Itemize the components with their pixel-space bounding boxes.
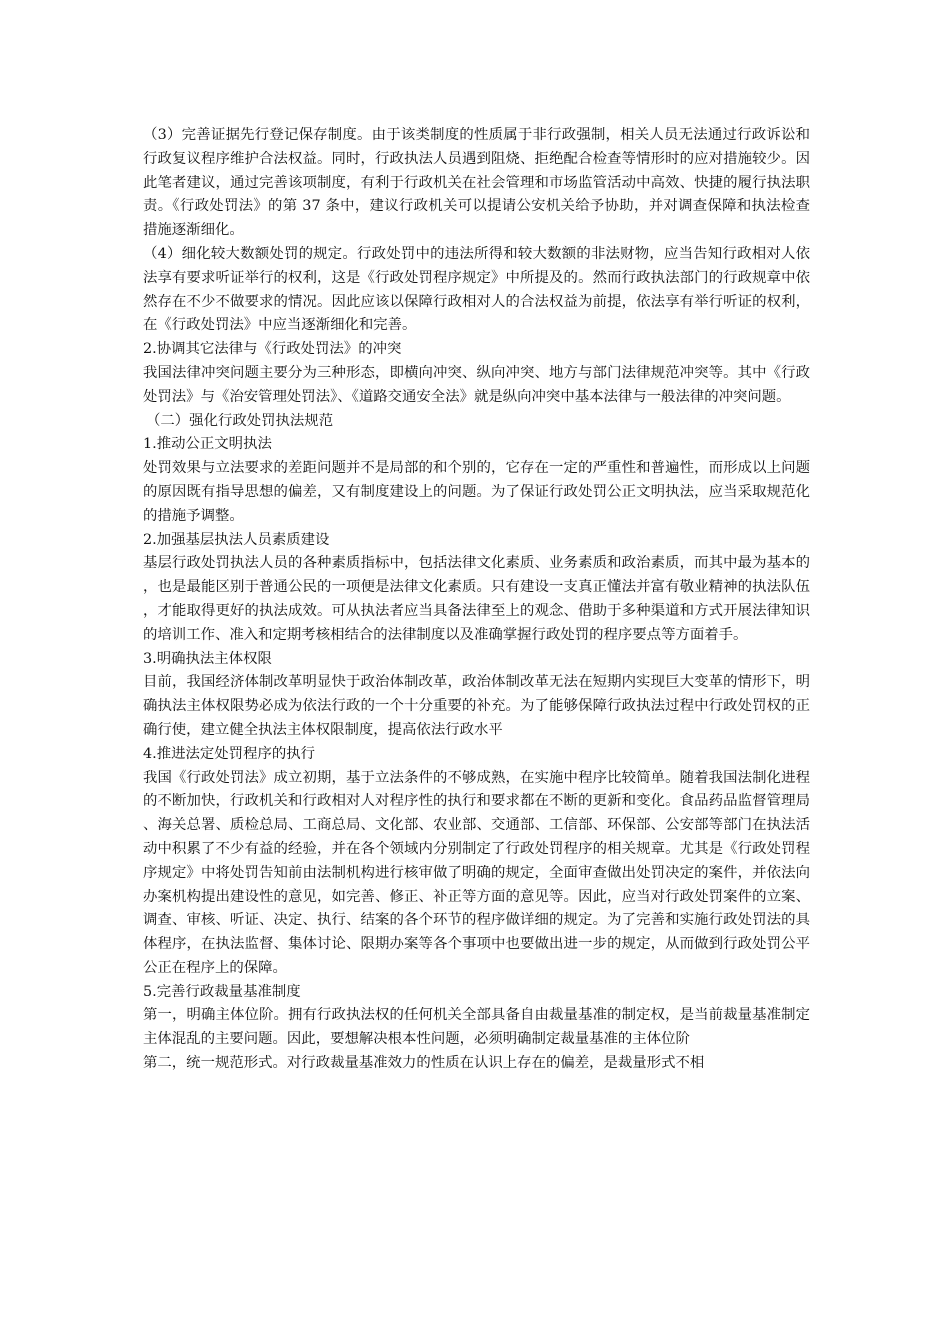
- heading-fair-enforcement: 1.推动公正文明执法: [143, 436, 272, 453]
- heading-discretion-standards: 5.完善行政裁量基准制度: [143, 983, 301, 1000]
- paragraph-large-penalty: （4）细化较大数额处罚的规定。行政处罚中的违法所得和较大数额的非法财物，应当告知行政相对人依法享有要求听证举行的权利，这是《行政处罚程序规定》中所提及的。然而行政执法部门的行政规章中依然存在不少不做要求的情况。因此应该以保障行政相对人的合法权益为前提，依法享有举行听证的权利，在《行政处罚法》中应当逐渐细化和完善。: [143, 245, 810, 334]
- paragraph-evidence-preservation: （3）完善证据先行登记保存制度。由于该类制度的性质属于非行政强制，相关人员无法通过行政诉讼和行政复议程序维护合法权益。同时，行政执法人员遇到阻烧、拒绝配合检查等情形时的应对措施较少。因此笔者建议，通过完善该项制度，有利于行政机关在社会管理和市场监管活动中高效、快捷的履行执法职责。《行政处罚法》的第 37 条中，建议行政机关可以提请公安机关给予协助，并对调查保障和执法检查措施逐渐细化。: [143, 127, 810, 239]
- paragraph-fair-enforcement: 处罚效果与立法要求的差距问题并不是局部的和个别的，它存在一定的严重性和普遍性，而形成以上问题的原因既有指导思想的偏差，又有制度建设上的问题。为了保证行政处罚公正文明执法，应当采取规范化的措施予调整。: [143, 460, 810, 524]
- paragraph-law-conflicts: 我国法律冲突问题主要分为三种形态，即横向冲突、纵向冲突、地方与部门法律规范冲突等。其中《行政处罚法》与《治安管理处罚法》、《道路交通安全法》就是纵向冲突中基本法律与一般法律的冲突问题。: [143, 364, 810, 405]
- heading-coordinate-laws: 2.协调其它法律与《行政处罚法》的冲突: [143, 341, 402, 358]
- paragraph-staff-quality: 基层行政处罚执法人员的各种素质指标中，包括法律文化素质、业务素质和政治素质，而其中最为基本的，也是最能区别于普通公民的一项便是法律文化素质。只有建设一支真正懂法并富有敬业精神的执法队伍，才能取得更好的执法成效。可从执法者应当具备法律至上的观念、借助于多种渠道和方式开展法律知识的培训工作、准入和定期考核相结合的法律制度以及准确掌握行政处罚的程序要点等方面着手。: [143, 555, 810, 643]
- document-page: [143, 124, 810, 1076]
- paragraph-authority-limits: 目前，我国经济体制改革明显快于政治体制改革，政治体制改革无法在短期内实现巨大变革的情形下，明确执法主体权限势必成为依法行政的一个十分重要的补充。为了能够保障行政执法过程中行政处罚权的正确行使，建立健全执法主体权限制度，提高依法行政水平: [143, 674, 810, 738]
- heading-strengthen-enforcement: （二）强化行政处罚执法规范: [146, 412, 334, 429]
- paragraph-unified-form: 第二，统一规范形式。对行政裁量基准效力的性质在认识上存在的偏差，是裁量形式不相: [143, 1055, 705, 1072]
- heading-staff-quality: 2.加强基层执法人员素质建设: [143, 531, 330, 548]
- paragraph-procedure: 我国《行政处罚法》成立初期，基于立法条件的不够成熟，在实施中程序比较简单。随着我国法制化进程的不断加快，行政机关和行政相对人对程序性的执行和要求都在不断的更新和变化。食品药品监督管理局、海关总署、质检总局、工商总局、文化部、农业部、交通部、工信部、环保部、公安部等部门在执法活动中积累了不少有益的经验，并在各个领域内分别制定了行政处罚程序的相关规章。尤其是《行政处罚程序规定》中将处罚告知前由法制机构进行核审做了明确的规定，全面审查做出处罚决定的案件，并依法向办案机构提出建设性的意见，如完善、修正、补正等方面的意见等。因此，应当对行政处罚案件的立案、调查、审核、听证、决定、执行、结案的各个环节的程序做详细的规定。为了完善和实施行政处罚法的具体程序，在执法监督、集体讨论、限期办案等各个事项中也要做出进一步的规定，从而做到行政处罚公平公正在程序上的保障。: [143, 769, 810, 976]
- heading-authority-limits: 3.明确执法主体权限: [143, 650, 272, 667]
- heading-procedure: 4.推进法定处罚程序的执行: [143, 745, 316, 762]
- paragraph-subject-rank: 第一，明确主体位阶。拥有行政执法权的任何机关全部具备自由裁量基准的制定权，是当前裁量基准制定主体混乱的主要问题。因此，要想解决根本性问题，必须明确制定裁量基准的主体位阶: [143, 1007, 810, 1048]
